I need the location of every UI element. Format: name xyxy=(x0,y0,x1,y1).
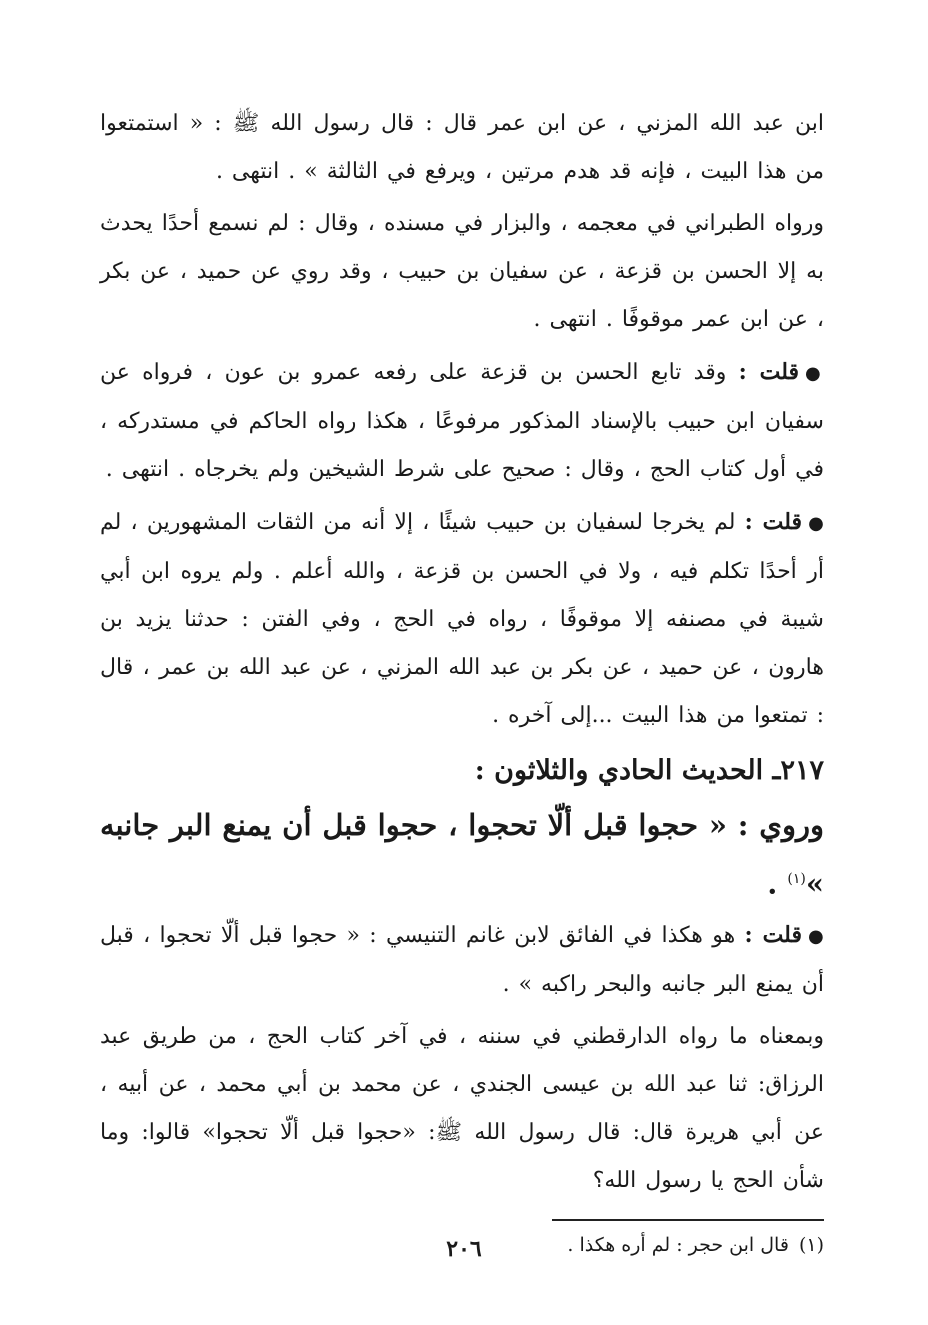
bullet-icon: ● xyxy=(805,363,824,384)
paragraph-6-text: وبمعناه ما رواه الدارقطني في سننه ، في آخر كتاب الحج ، من طريق عبد الرزاق: ثنا عبد الله بن عيسى الجندي ، عن محمد بن أبي محمد ، عن أبيه ، عن أبي هريرة قال: قال رسول الله ﷺ: «حجوا قبل ألّا تحجوا» قالوا: وما شأن الحج يا رسول الله؟ xyxy=(100,1023,824,1193)
paragraph-4-text: لم يخرجا لسفيان بن حبيب شيئًا ، إلا أنه من الثقات المشهورين ، لم أر أحدًا تكلم فيه ، ولا في الحسن بن قزعة ، والله أعلم . ولم يروه ابن أبي شيبة في مصنفه إلا موقوفًا ، رواه في الحج ، وفي الفتن : حدثنا يزيد بن هارون ، عن حميد ، عن بكر بن عبد الله المزني ، عن عبد الله بن عمر ، قال : تمتعوا من هذا البيت ...إلى آخره . xyxy=(100,510,825,728)
bullet-icon: ● xyxy=(807,925,824,947)
footnote-number: (١) xyxy=(798,1233,824,1256)
paragraph-3-text: وقد تابع الحسن بن قزعة على رفعه عمرو بن عون ، فرواه عن سفيان ابن حبيب بالإسناد المذكور مرفوعًا ، هكذا رواه الحاكم في مستدركه ، في أول كتاب الحج ، وقال : صحيح على شرط الشيخين ولم يخرجاه . انتهى . xyxy=(100,360,824,482)
paragraph-2 xyxy=(100,200,824,344)
paragraph-5 xyxy=(100,911,824,1009)
paragraph-6 xyxy=(100,1013,824,1205)
bullet-icon: ● xyxy=(808,513,824,534)
qult-label: قلت : xyxy=(744,921,802,948)
footnote-marker: (١) xyxy=(787,871,806,887)
qult-label: قلت : xyxy=(738,359,800,385)
footnote-text: قال ابن حجر : لم أره هكذا . xyxy=(567,1233,789,1256)
paragraph-3 xyxy=(100,348,824,494)
paragraph-1 xyxy=(100,100,824,196)
hadith-text-block xyxy=(100,798,824,911)
paragraph-2-text: ورواه الطبراني في معجمه ، والبزار في مسنده ، وقال : لم نسمع أحدًا يحدث به إلا الحسن بن قزعة ، عن سفيان بن حبيب ، وقد روي عن حميد ، عن بكر ، عن ابن عمر موقوفًا . انتهى . xyxy=(100,211,824,332)
page-number: ٢٠٦ xyxy=(446,1236,482,1262)
paragraph-5-text: هو هكذا في الفائق لابن غانم التنيسي : « حجوا قبل ألّا تحجوا ، قبل أن يمنع البر جانبه والبحر راكبه » . xyxy=(100,922,824,997)
hadith-text: وروي : « حجوا قبل ألّا تحجوا ، حجوا قبل أن يمنع البر جانبه » xyxy=(100,808,824,901)
paragraph-1-text: ابن عبد الله المزني ، عن ابن عمر قال : قال رسول الله ﷺ : « استمتعوا من هذا البيت ، فإنه قد هدم مرتين ، ويرفع في الثالثة » . انتهى . xyxy=(100,111,824,184)
qult-label: قلت : xyxy=(744,509,803,535)
footnote-separator xyxy=(552,1219,824,1221)
hadith-heading: ٢١٧ـ الحديث الحادي والثلاثون : xyxy=(474,755,824,786)
paragraph-4 xyxy=(100,498,824,740)
hadith-end: . xyxy=(767,866,788,901)
